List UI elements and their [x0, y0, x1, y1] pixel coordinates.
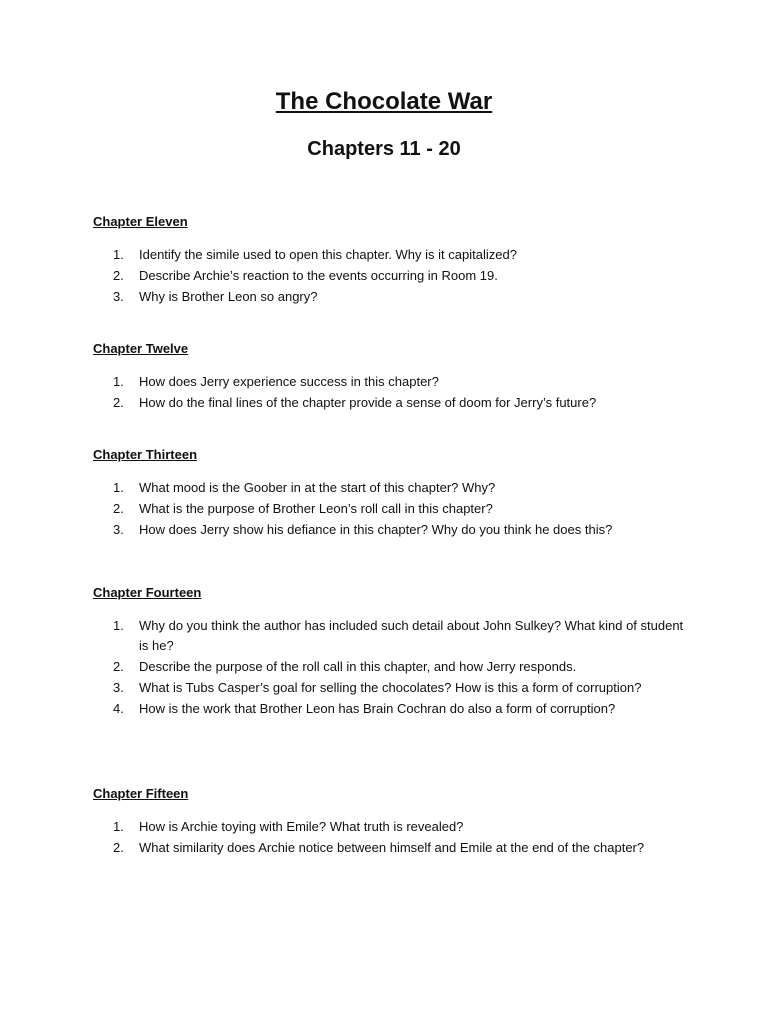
chapter-section-eleven	[93, 213, 693, 308]
page-subtitle: Chapters 11 - 20	[307, 138, 461, 160]
question-number: 1.	[113, 480, 124, 495]
question-text: Describe Archie’s reaction to the events occurring in Room 19.	[139, 268, 498, 283]
question-text: How is the work that Brother Leon has Brain Cochran do also a form of corruption?	[139, 701, 616, 716]
question-list	[93, 245, 693, 307]
page-title: The Chocolate War	[275, 88, 493, 115]
question-item	[93, 372, 693, 392]
question-text: Why do you think the author has included such detail about John Sulkey? What kind of student is he?	[139, 618, 684, 653]
question-text: How do the final lines of the chapter provide a sense of doom for Jerry’s future?	[139, 395, 597, 410]
question-item	[93, 287, 693, 307]
question-number: 3.	[113, 680, 124, 695]
question-item	[93, 838, 693, 858]
question-number: 2.	[113, 659, 124, 674]
question-text: Why is Brother Leon so angry?	[139, 289, 318, 304]
question-text: How does Jerry experience success in this chapter?	[139, 374, 439, 389]
question-number: 1.	[113, 247, 124, 262]
chapter-section-twelve	[93, 340, 693, 414]
chapter-heading: Chapter Thirteen	[93, 447, 198, 462]
chapter-section-fourteen	[93, 584, 693, 720]
question-item	[93, 393, 693, 413]
chapter-section-fifteen	[93, 785, 693, 859]
chapter-heading: Chapter Twelve	[93, 341, 189, 356]
question-item	[93, 616, 693, 656]
question-number: 3.	[113, 522, 124, 537]
question-number: 2.	[113, 268, 124, 283]
question-number: 2.	[113, 395, 124, 410]
chapter-heading: Chapter Fifteen	[93, 786, 189, 801]
question-list	[93, 372, 693, 413]
question-item	[93, 520, 693, 540]
question-number: 1.	[113, 374, 124, 389]
question-text: What is the purpose of Brother Leon’s roll call in this chapter?	[139, 501, 493, 516]
question-item	[93, 499, 693, 519]
question-text: What similarity does Archie notice between himself and Emile at the end of the chapter?	[139, 840, 645, 855]
question-text: How does Jerry show his defiance in this chapter? Why do you think he does this?	[139, 522, 613, 537]
question-text: Identify the simile used to open this chapter. Why is it capitalized?	[139, 247, 517, 262]
question-item	[93, 678, 693, 698]
question-number: 2.	[113, 501, 124, 516]
question-number: 2.	[113, 840, 124, 855]
question-number: 3.	[113, 289, 124, 304]
chapter-section-thirteen	[93, 446, 693, 541]
question-item	[93, 657, 693, 677]
question-item	[93, 245, 693, 265]
question-item	[93, 817, 693, 837]
question-item	[93, 266, 693, 286]
question-number: 1.	[113, 819, 124, 834]
question-text: What is Tubs Casper’s goal for selling the chocolates? How is this a form of corruption?	[139, 680, 642, 695]
question-list	[93, 616, 693, 719]
question-list	[93, 817, 693, 858]
question-text: What mood is the Goober in at the start of this chapter? Why?	[139, 480, 496, 495]
question-text: How is Archie toying with Emile? What truth is revealed?	[139, 819, 464, 834]
question-number: 4.	[113, 701, 124, 716]
chapter-heading: Chapter Fourteen	[93, 585, 202, 600]
question-item	[93, 478, 693, 498]
chapter-heading: Chapter Eleven	[93, 214, 188, 229]
question-list	[93, 478, 693, 540]
question-item	[93, 699, 693, 719]
question-text: Describe the purpose of the roll call in this chapter, and how Jerry responds.	[139, 659, 577, 674]
question-number: 1.	[113, 618, 124, 633]
